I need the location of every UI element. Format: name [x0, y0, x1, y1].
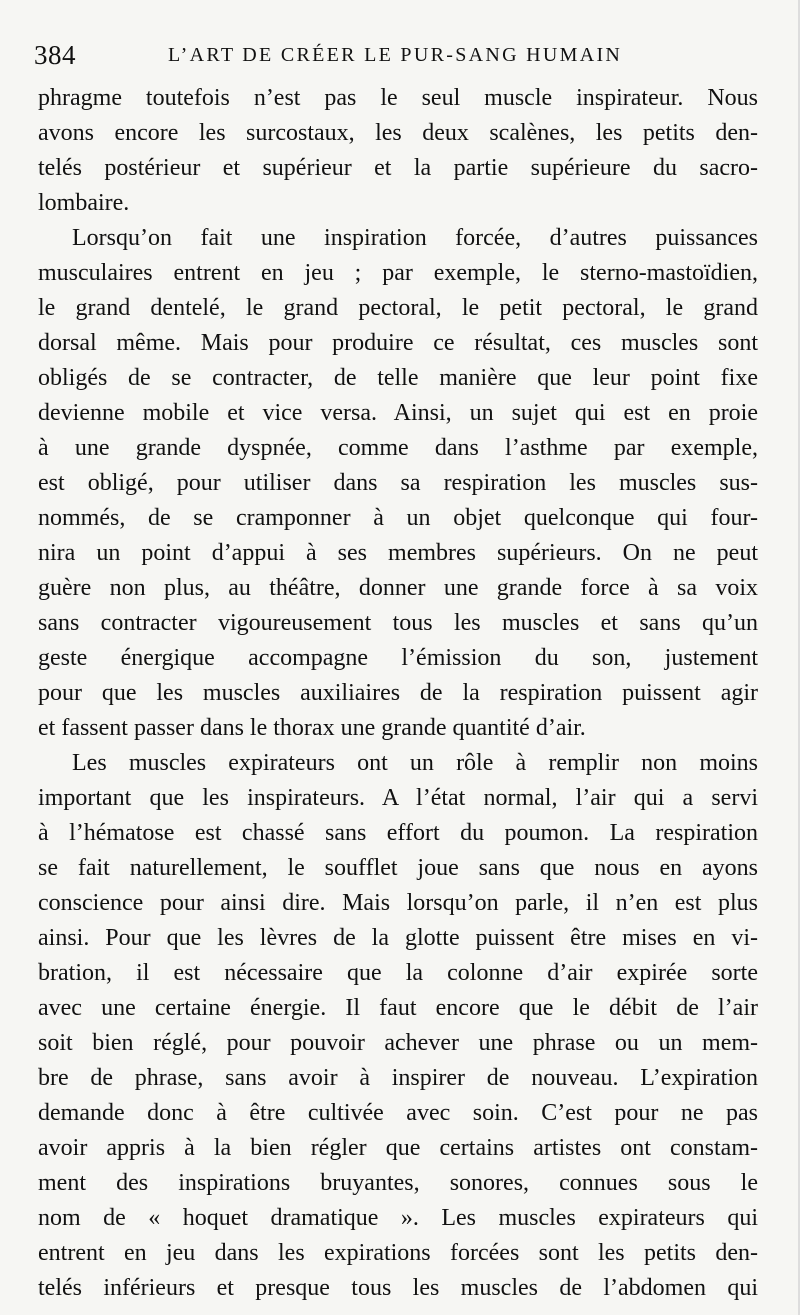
text-line: à une grande dyspnée, comme dans l’asthme par exemple,	[38, 435, 758, 461]
page-header	[34, 38, 754, 78]
text-line: obligés de se contracter, de telle manière que leur point fixe	[38, 365, 758, 391]
text-line: se fait naturellement, le soufflet joue sans que nous en ayons	[38, 855, 758, 881]
text-line: bre de phrase, sans avoir à inspirer de nouveau. L’expiration	[38, 1065, 758, 1091]
text-line: Les muscles expirateurs ont un rôle à remplir non moins	[72, 750, 758, 776]
text-line: conscience pour ainsi dire. Mais lorsqu’on parle, il n’en est plus	[38, 890, 758, 916]
text-line: phragme toutefois n’est pas le seul muscle inspirateur. Nous	[38, 85, 758, 111]
text-line: nom de « hoquet dramatique ». Les muscles expirateurs qui	[38, 1205, 758, 1231]
text-line: ainsi. Pour que les lèvres de la glotte puissent être mises en vi-	[38, 925, 758, 951]
running-title: L’ART DE CRÉER LE PUR-SANG HUMAIN	[168, 44, 623, 66]
text-line: telés postérieur et supérieur et la partie supérieure du sacro-	[38, 155, 758, 181]
text-line: ment des inspirations bruyantes, sonores, connues sous le	[38, 1170, 758, 1196]
text-line: nira un point d’appui à ses membres supérieurs. On ne peut	[38, 540, 758, 566]
text-line: geste énergique accompagne l’émission du son, justement	[38, 645, 758, 671]
text-line: demande donc à être cultivée avec soin. C’est pour ne pas	[38, 1100, 758, 1126]
body-text	[38, 80, 758, 1301]
text-line: dorsal même. Mais pour produire ce résultat, ces muscles sont	[38, 330, 758, 356]
text-line: est obligé, pour utiliser dans sa respiration les muscles sus-	[38, 470, 758, 496]
text-line: sans contracter vigoureusement tous les muscles et sans qu’un	[38, 610, 758, 636]
text-line: musculaires entrent en jeu ; par exemple, le sterno-mastoïdien,	[38, 260, 758, 286]
text-line: lombaire.	[38, 190, 130, 216]
text-line: devienne mobile et vice versa. Ainsi, un sujet qui est en proie	[38, 400, 758, 426]
text-line: pour que les muscles auxiliaires de la respiration puissent agir	[38, 680, 758, 706]
text-line: avec une certaine énergie. Il faut encore que le débit de l’air	[38, 995, 758, 1021]
text-line: guère non plus, au théâtre, donner une grande force à sa voix	[38, 575, 758, 601]
text-line: bration, il est nécessaire que la colonne d’air expirée sorte	[38, 960, 758, 986]
text-line: soit bien réglé, pour pouvoir achever une phrase ou un mem-	[38, 1030, 758, 1056]
text-line: nommés, de se cramponner à un objet quelconque qui four-	[38, 505, 758, 531]
text-line: et fassent passer dans le thorax une grande quantité d’air.	[38, 715, 586, 741]
text-line: le grand dentelé, le grand pectoral, le petit pectoral, le grand	[38, 295, 758, 321]
text-line: entrent en jeu dans les expirations forcées sont les petits den-	[38, 1240, 758, 1266]
text-line: avoir appris à la bien régler que certains artistes ont constam-	[38, 1135, 758, 1161]
text-line: telés inférieurs et presque tous les muscles de l’abdomen qui	[38, 1275, 758, 1301]
text-line: important que les inspirateurs. A l’état normal, l’air qui a servi	[38, 785, 758, 811]
text-line: avons encore les surcostaux, les deux scalènes, les petits den-	[38, 120, 758, 146]
text-line: à l’hématose est chassé sans effort du poumon. La respiration	[38, 820, 758, 846]
page-number: 384	[34, 40, 76, 70]
text-line: Lorsqu’on fait une inspiration forcée, d’autres puissances	[72, 225, 758, 251]
